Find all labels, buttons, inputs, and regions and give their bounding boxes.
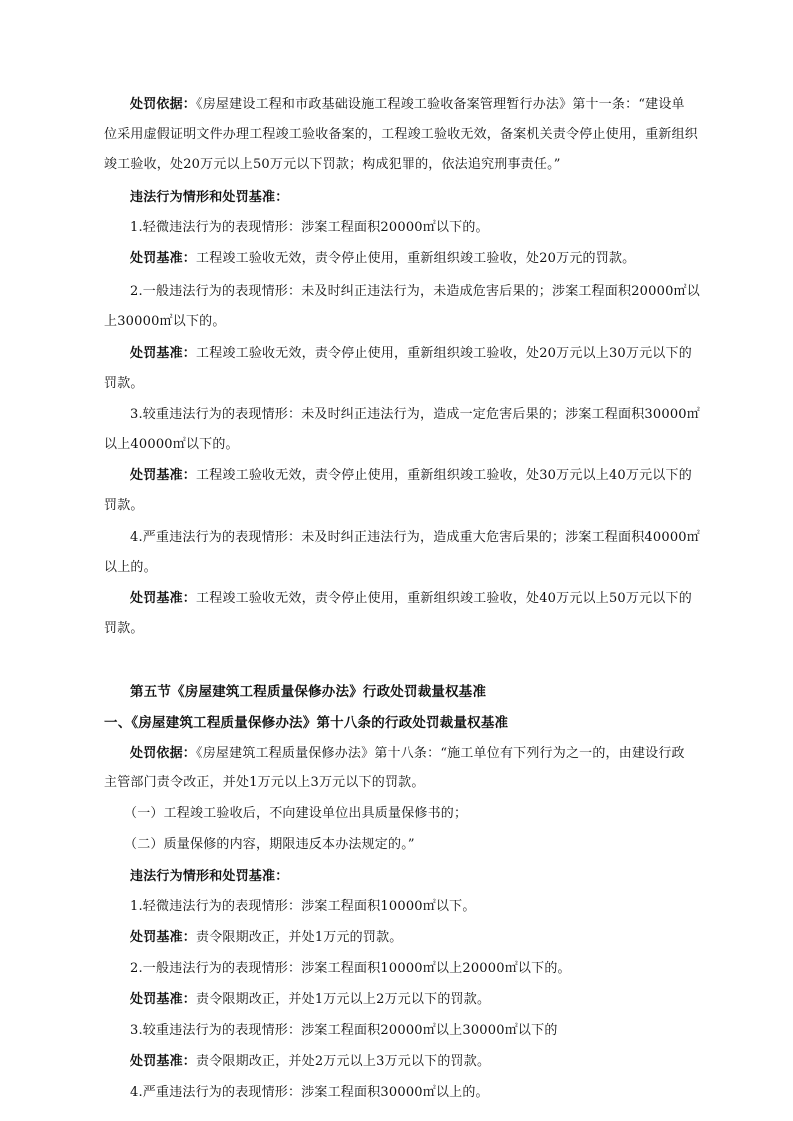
basis-text: 《房屋建筑工程质量保修办法》第十八条：“施工单位有下列行为之一的，由建设行政 [196, 746, 685, 761]
basis-paragraph-line [130, 96, 685, 114]
penalty-line [130, 929, 403, 947]
penalty-label: 处罚基准： [130, 346, 197, 361]
penalty-label: 处罚基准： [130, 591, 197, 606]
penalty-label: 处罚基准： [130, 992, 197, 1007]
penalty-label: 处罚基准： [130, 1054, 197, 1069]
penalty-line [130, 250, 635, 268]
violation-item-desc: 以上40000㎡以下的。 [104, 437, 239, 452]
penalty-text: 工程竣工验收无效，责令停止使用，重新组织竣工验收，处30万元以上40万元以下的 [196, 468, 692, 483]
penalty-text: 工程竣工验收无效，责令停止使用，重新组织竣工验收，处40万元以上50万元以下的 [196, 591, 692, 606]
penalty-text-cont: 罚款。 [104, 498, 144, 513]
penalty-text: 工程竣工验收无效，责令停止使用，重新组织竣工验收，处20万元的罚款。 [196, 251, 636, 266]
basis-paragraph-line: 主管部门责令改正，并处1万元以上3万元以下的罚款。 [104, 775, 425, 790]
penalty-label: 处罚基准： [130, 930, 197, 945]
violation-item-desc: 4.严重违法行为的表现情形：涉案工程面积30000㎡以上的。 [130, 1085, 489, 1100]
section-subtitle: 一、《房屋建筑工程质量保修办法》第十八条的行政处罚裁量权基准 [104, 715, 509, 731]
violation-item-desc: 2.一般违法行为的表现情形：未及时纠正违法行为，未造成危害后果的；涉案工程面积20000㎡以 [130, 284, 700, 299]
basis-paragraph-line [130, 745, 685, 763]
penalty-line [130, 991, 490, 1009]
section-heading: 违法行为情形和处罚基准： [130, 190, 289, 205]
violation-item-desc: 以上的。 [104, 560, 157, 575]
penalty-line [130, 467, 692, 485]
violation-item-desc: 3.较重违法行为的表现情形：涉案工程面积20000㎡以上30000㎡以下的 [130, 1023, 558, 1038]
basis-label: 处罚依据： [130, 97, 197, 112]
penalty-line [130, 590, 692, 608]
penalty-text: 责令限期改正，并处1万元的罚款。 [196, 930, 403, 945]
violation-item-desc: 2.一般违法行为的表现情形：涉案工程面积10000㎡以上20000㎡以下的。 [130, 961, 571, 976]
violation-item-desc: 3.较重违法行为的表现情形：未及时纠正违法行为，造成一定危害后果的；涉案工程面积30000㎡ [130, 407, 700, 422]
basis-label: 处罚依据： [130, 746, 197, 761]
section-title: 第五节《房屋建筑工程质量保修办法》行政处罚裁量权基准 [130, 684, 487, 700]
section-heading: 违法行为情形和处罚基准： [130, 869, 289, 884]
basis-paragraph-line: 竣工验收，处20万元以上50万元以下罚款；构成犯罪的，依法追究刑事责任。” [104, 157, 561, 172]
penalty-line [130, 345, 692, 363]
penalty-text-cont: 罚款。 [104, 621, 144, 636]
basis-paragraph-line: 位采用虚假证明文件办理工程竣工验收备案的，工程竣工验收无效，备案机关责令停止使用，重新组织 [104, 127, 699, 142]
basis-text: 《房屋建设工程和市政基础设施工程竣工验收备案管理暂行办法》第十一条：“建设单 [196, 97, 685, 112]
penalty-line [130, 1053, 490, 1071]
penalty-text: 责令限期改正，并处2万元以上3万元以下的罚款。 [196, 1054, 491, 1069]
penalty-text: 工程竣工验收无效，责令停止使用，重新组织竣工验收，处20万元以上30万元以下的 [196, 346, 692, 361]
violation-item-desc: 1.轻微违法行为的表现情形：涉案工程面积20000㎡以下的。 [130, 220, 489, 235]
penalty-text-cont: 罚款。 [104, 376, 144, 391]
basis-condition: （二）质量保修的内容，期限违反本办法规定的。” [124, 837, 415, 852]
basis-condition: （一）工程竣工验收后，不向建设单位出具质量保修书的； [124, 806, 468, 821]
violation-item-desc: 1.轻微违法行为的表现情形：涉案工程面积10000㎡以下。 [130, 899, 476, 914]
penalty-label: 处罚基准： [130, 468, 197, 483]
violation-item-desc: 上30000㎡以下的。 [104, 314, 226, 329]
penalty-text: 责令限期改正，并处1万元以上2万元以下的罚款。 [196, 992, 491, 1007]
violation-item-desc: 4.严重违法行为的表现情形：未及时纠正违法行为，造成重大危害后果的；涉案工程面积40000㎡ [130, 530, 700, 545]
penalty-label: 处罚基准： [130, 251, 197, 266]
